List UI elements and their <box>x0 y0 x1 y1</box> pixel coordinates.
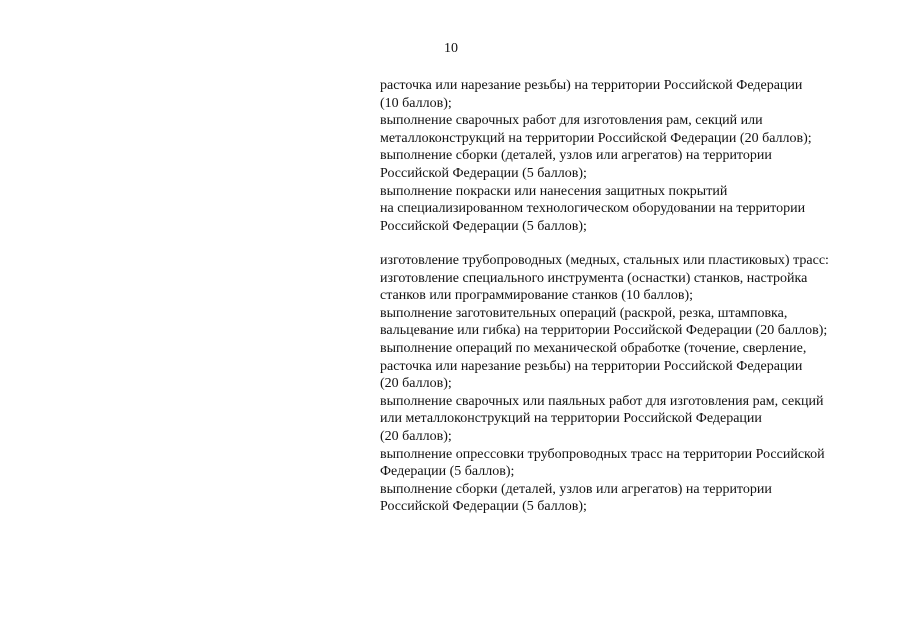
text-line: Федерации (5 баллов); <box>380 464 515 480</box>
text-line: Российской Федерации (5 баллов); <box>380 499 587 515</box>
text-line: выполнение операций по механической обработке (точение, сверление, <box>380 340 807 356</box>
text-block-1 <box>380 77 812 235</box>
text-line: расточка или нарезание резьбы) на территории Российской Федерации <box>380 78 803 93</box>
text-line: (20 баллов); <box>380 376 452 392</box>
text-line: Российской Федерации (5 баллов); <box>380 165 587 181</box>
text-line: выполнение опрессовки трубопроводных трасс на территории Российской <box>380 446 825 462</box>
text-line: выполнение покраски или нанесения защитных покрытий <box>380 183 728 199</box>
text-line: выполнение заготовительных операций (раскрой, резка, штамповка, <box>380 305 788 321</box>
text-line: вальцевание или гибка) на территории Российской Федерации (20 баллов); <box>380 323 828 339</box>
text-line: выполнение сборки (деталей, узлов или агрегатов) на территории <box>380 481 772 497</box>
text-line: станков или программирование станков (10 баллов); <box>380 288 694 304</box>
text-line: выполнение сварочных работ для изготовления рам, секций или <box>380 113 763 129</box>
text-line: расточка или нарезание резьбы) на территории Российской Федерации <box>380 358 803 374</box>
text-line: (10 баллов); <box>380 95 452 111</box>
text-line: выполнение сварочных или паяльных работ для изготовления рам, секций <box>380 393 824 409</box>
text-line: на специализированном технологическом оборудовании на территории <box>380 201 806 217</box>
page-number: 10 <box>444 41 458 56</box>
text-line: металлоконструкций на территории Российской Федерации (20 баллов); <box>380 130 812 146</box>
text-line: Российской Федерации (5 баллов); <box>380 218 587 234</box>
text-line: изготовление специального инструмента (оснастки) станков, настройка <box>380 270 808 286</box>
text-block-2 <box>380 252 829 516</box>
text-line: выполнение сборки (деталей, узлов или агрегатов) на территории <box>380 148 772 164</box>
text-line: изготовление трубопроводных (медных, стальных или пластиковых) трасс: <box>380 253 829 268</box>
text-line: (20 баллов); <box>380 428 452 444</box>
text-line: или металлоконструкций на территории Российской Федерации <box>380 411 762 427</box>
